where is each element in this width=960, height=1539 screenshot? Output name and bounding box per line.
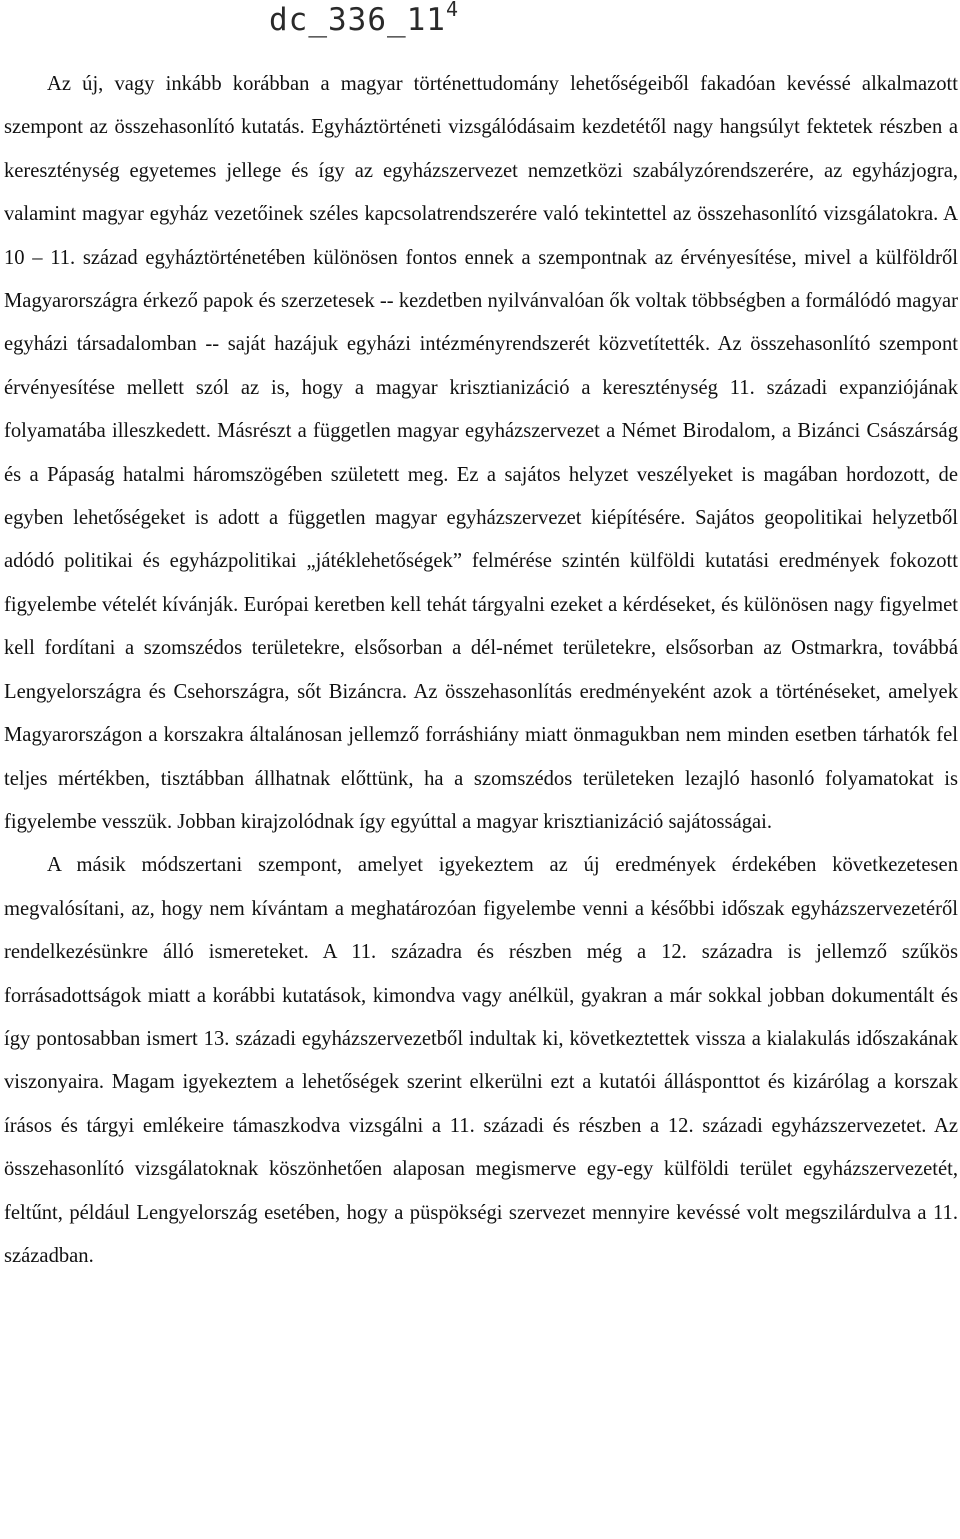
paragraph-methodology: A másik módszertani szempont, amelyet igyekeztem az új eredmények érdekében következetesen megvalósítani, az, hogy nem kívántam a meghatározóan figyelembe venni a későbbi időszak egyházszervezetéről rendelkezésünkre álló ismereteket. A 11. századra és részben még a 12. századra is jellemző szűkös forrásadottságok miatt a korábbi kutatások, kimondva vagy anélkül, gyakran a már sokkal jobban dokumentált és így pontosabban ismert 13. századi egyházszervezetből indultak ki, következtettek vissza a kialakulás időszakának viszonyaira. Magam igyekeztem a lehetőségek szerint elkerülni ezt a kutatói állásponttot és kizárólag a korszak írásos és tárgyi emlékeire támaszkodva vizsgálni a 11. századi és részben a 12. századi egyházszervezetet. Az összehasonlító vizsgálatoknak köszönhetően alaposan megismerve egy-egy külföldi terület egyházszervezetét, feltűnt, például Lengyelország esetében, hogy a püspökségi szervezet mennyire kevéssé volt megszilárdulva a 11. században. [4,854,958,1267]
document-body [4,63,958,1278]
doc-id: dc_336_11 [269,2,446,38]
page-number: 4 [445,0,460,21]
paragraph-comparative-research: Az új, vagy inkább korábban a magyar történettudomány lehetőségeiből fakadóan kevéssé alkalmazott szempont az összehasonlító kutatás. Egyháztörténeti vizsgálódásaim kezdetétől nagy hangsúlyt fektetek részben a kereszténység egyetemes jellege és így az egyházszervezet nemzetközi szabályzórendszerére, az egyházjogra, valamint magyar egyház vezetőinek széles kapcsolatrendszerére való tekintettel az összehasonlító vizsgálatokra. A 10 – 11. század egyháztörténetében különösen fontos ennek a szempontnak az érvényesítése, mivel a külföldről Magyarországra érkező papok és szerzetesek -- kezdetben nyilvánvalóan ők voltak többségben a formálódó magyar egyházi társadalomban -- saját hazájuk egyházi intézményrendszerét közvetítették. Az összehasonlító szempont érvényesítése mellett szól az is, hogy a magyar krisztianizáció a kereszténység 11. századi expanziójának folyamatába illeszkedett. Másrészt a független magyar egyházszervezet a Német Birodalom, a Bizánci Császárság és a Pápaság hatalmi háromszögében született meg. Ez a sajátos helyzet veszélyeket is magában hordozott, de egyben lehetőségeket is adott a független magyar egyházszervezet kiépítésére. Sajátos geopolitikai helyzetből adódó politikai és egyházpolitikai „játéklehetőségek” felmérése szintén külföldi kutatási eredmények fokozott figyelembe vételét kívánják. Európai keretben kell tehát tárgyalni ezeket a kérdéseket, és különösen nagy figyelmet kell fordítani a szomszédos területekre, elsősorban a dél-német területekre, elsősorban az Ostmarkra, továbbá Lengyelországra és Csehországra, sőt Bizáncra. Az összehasonlítás eredményeként azok a történéseket, amelyek Magyarországon a korszakra általánosan jellemző forráshiány miatt önmagukban nem minden esetben tárhatók fel teljes mértékben, tisztábban állhatnak előttünk, ha a szomszédos területeken lezajló hasonló folyamatokat is figyelembe vesszük. Jobban kirajzolódnak így egyúttal a magyar krisztianizáció sajátosságai. [4,73,958,833]
page-header-id [269,0,459,40]
